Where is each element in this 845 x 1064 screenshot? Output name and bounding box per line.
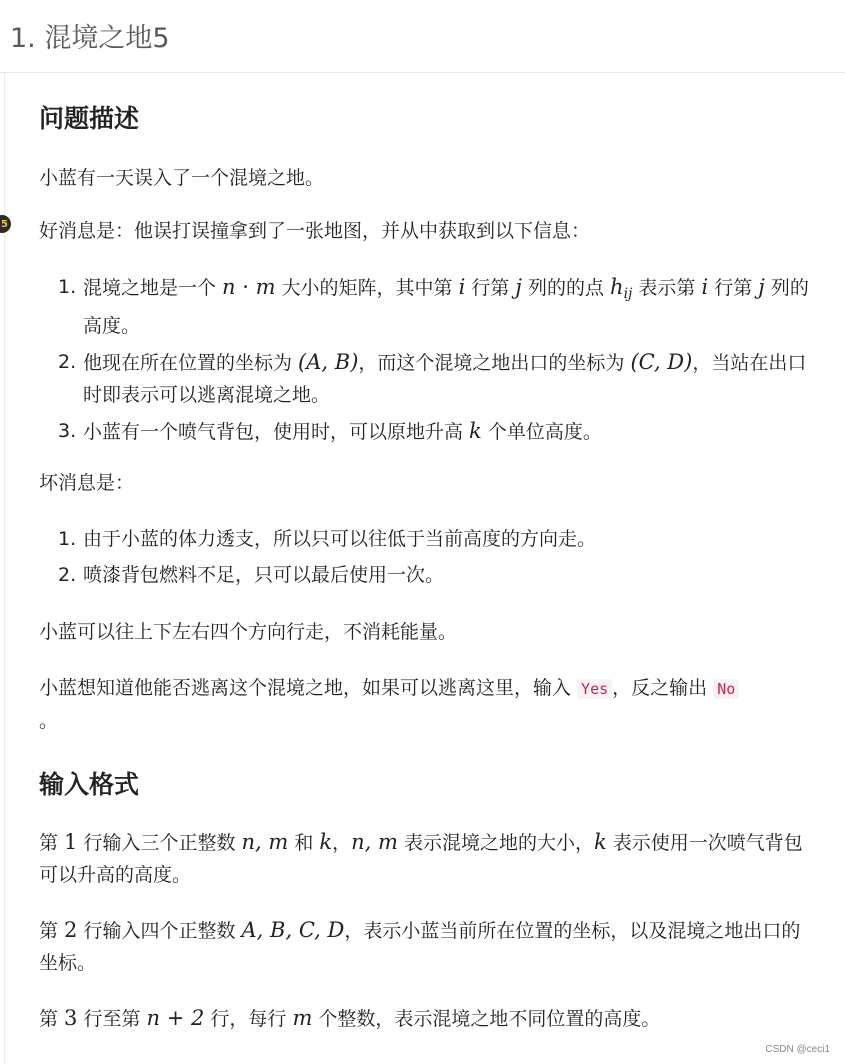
inline-code-yes: Yes [577, 679, 612, 699]
list-item: 2. 喷漆背包燃料不足，只可以最后使用一次。 [58, 564, 445, 586]
list-item: 1. 混境之地是一个 n · m 大小的矩阵，其中第 i 行第 j 列的的点 $h_{ij}$ 表示第 i 行第 j 列的高度。 [58, 275, 809, 337]
section-heading-input: 输入格式 [39, 770, 140, 799]
page-title: 1. 混境之地5 [10, 23, 170, 54]
list-item: 3. 小蓝有一个喷气背包，使用时，可以原地升高 k 个单位高度。 [58, 419, 602, 443]
header-divider [0, 72, 845, 73]
section-heading-problem: 问题描述 [39, 104, 140, 133]
avatar-badge[interactable]: 5 [0, 215, 11, 233]
inline-code-no: No [713, 679, 739, 699]
paragraph: 第 2 行输入四个正整数 A, B, C, D，表示小蓝当前所在位置的坐标，以及混境之地出口的坐标。 [39, 918, 801, 974]
paragraph: 第 1 行输入三个正整数 n, m 和 k，n, m 表示混境之地的大小，k 表示使用一次喷气背包可以升高的高度。 [39, 830, 803, 886]
paragraph: 小蓝想知道他能否逃离这个混境之地，如果可以逃离这里，输入 Yes ，反之输出 No 。 [39, 672, 809, 737]
paragraph: 小蓝可以往上下左右四个方向行走，不消耗能量。 [39, 621, 458, 643]
good-news-list [39, 271, 809, 452]
watermark: CSDN @ceci1 [765, 1044, 830, 1055]
paragraph: 坏消息是： [39, 472, 135, 494]
paragraph: 好消息是：他误打误撞拿到了一张地图，并从中获取到以下信息： [39, 220, 591, 242]
paragraph: 第 3 行至第 n + 2 行，每行 m 个整数，表示混境之地不同位置的高度。 [39, 1006, 661, 1030]
list-item: 1. 由于小蓝的体力透支，所以只可以往低于当前高度的方向走。 [58, 528, 597, 550]
bad-news-list [39, 523, 809, 595]
paragraph: 小蓝有一天误入了一个混境之地。 [39, 167, 325, 189]
list-item: 2. 他现在所在位置的坐标为 (A, B)，而这个混境之地出口的坐标为 (C, D)，当站在出口时即表示可以逃离混境之地。 [58, 350, 807, 406]
